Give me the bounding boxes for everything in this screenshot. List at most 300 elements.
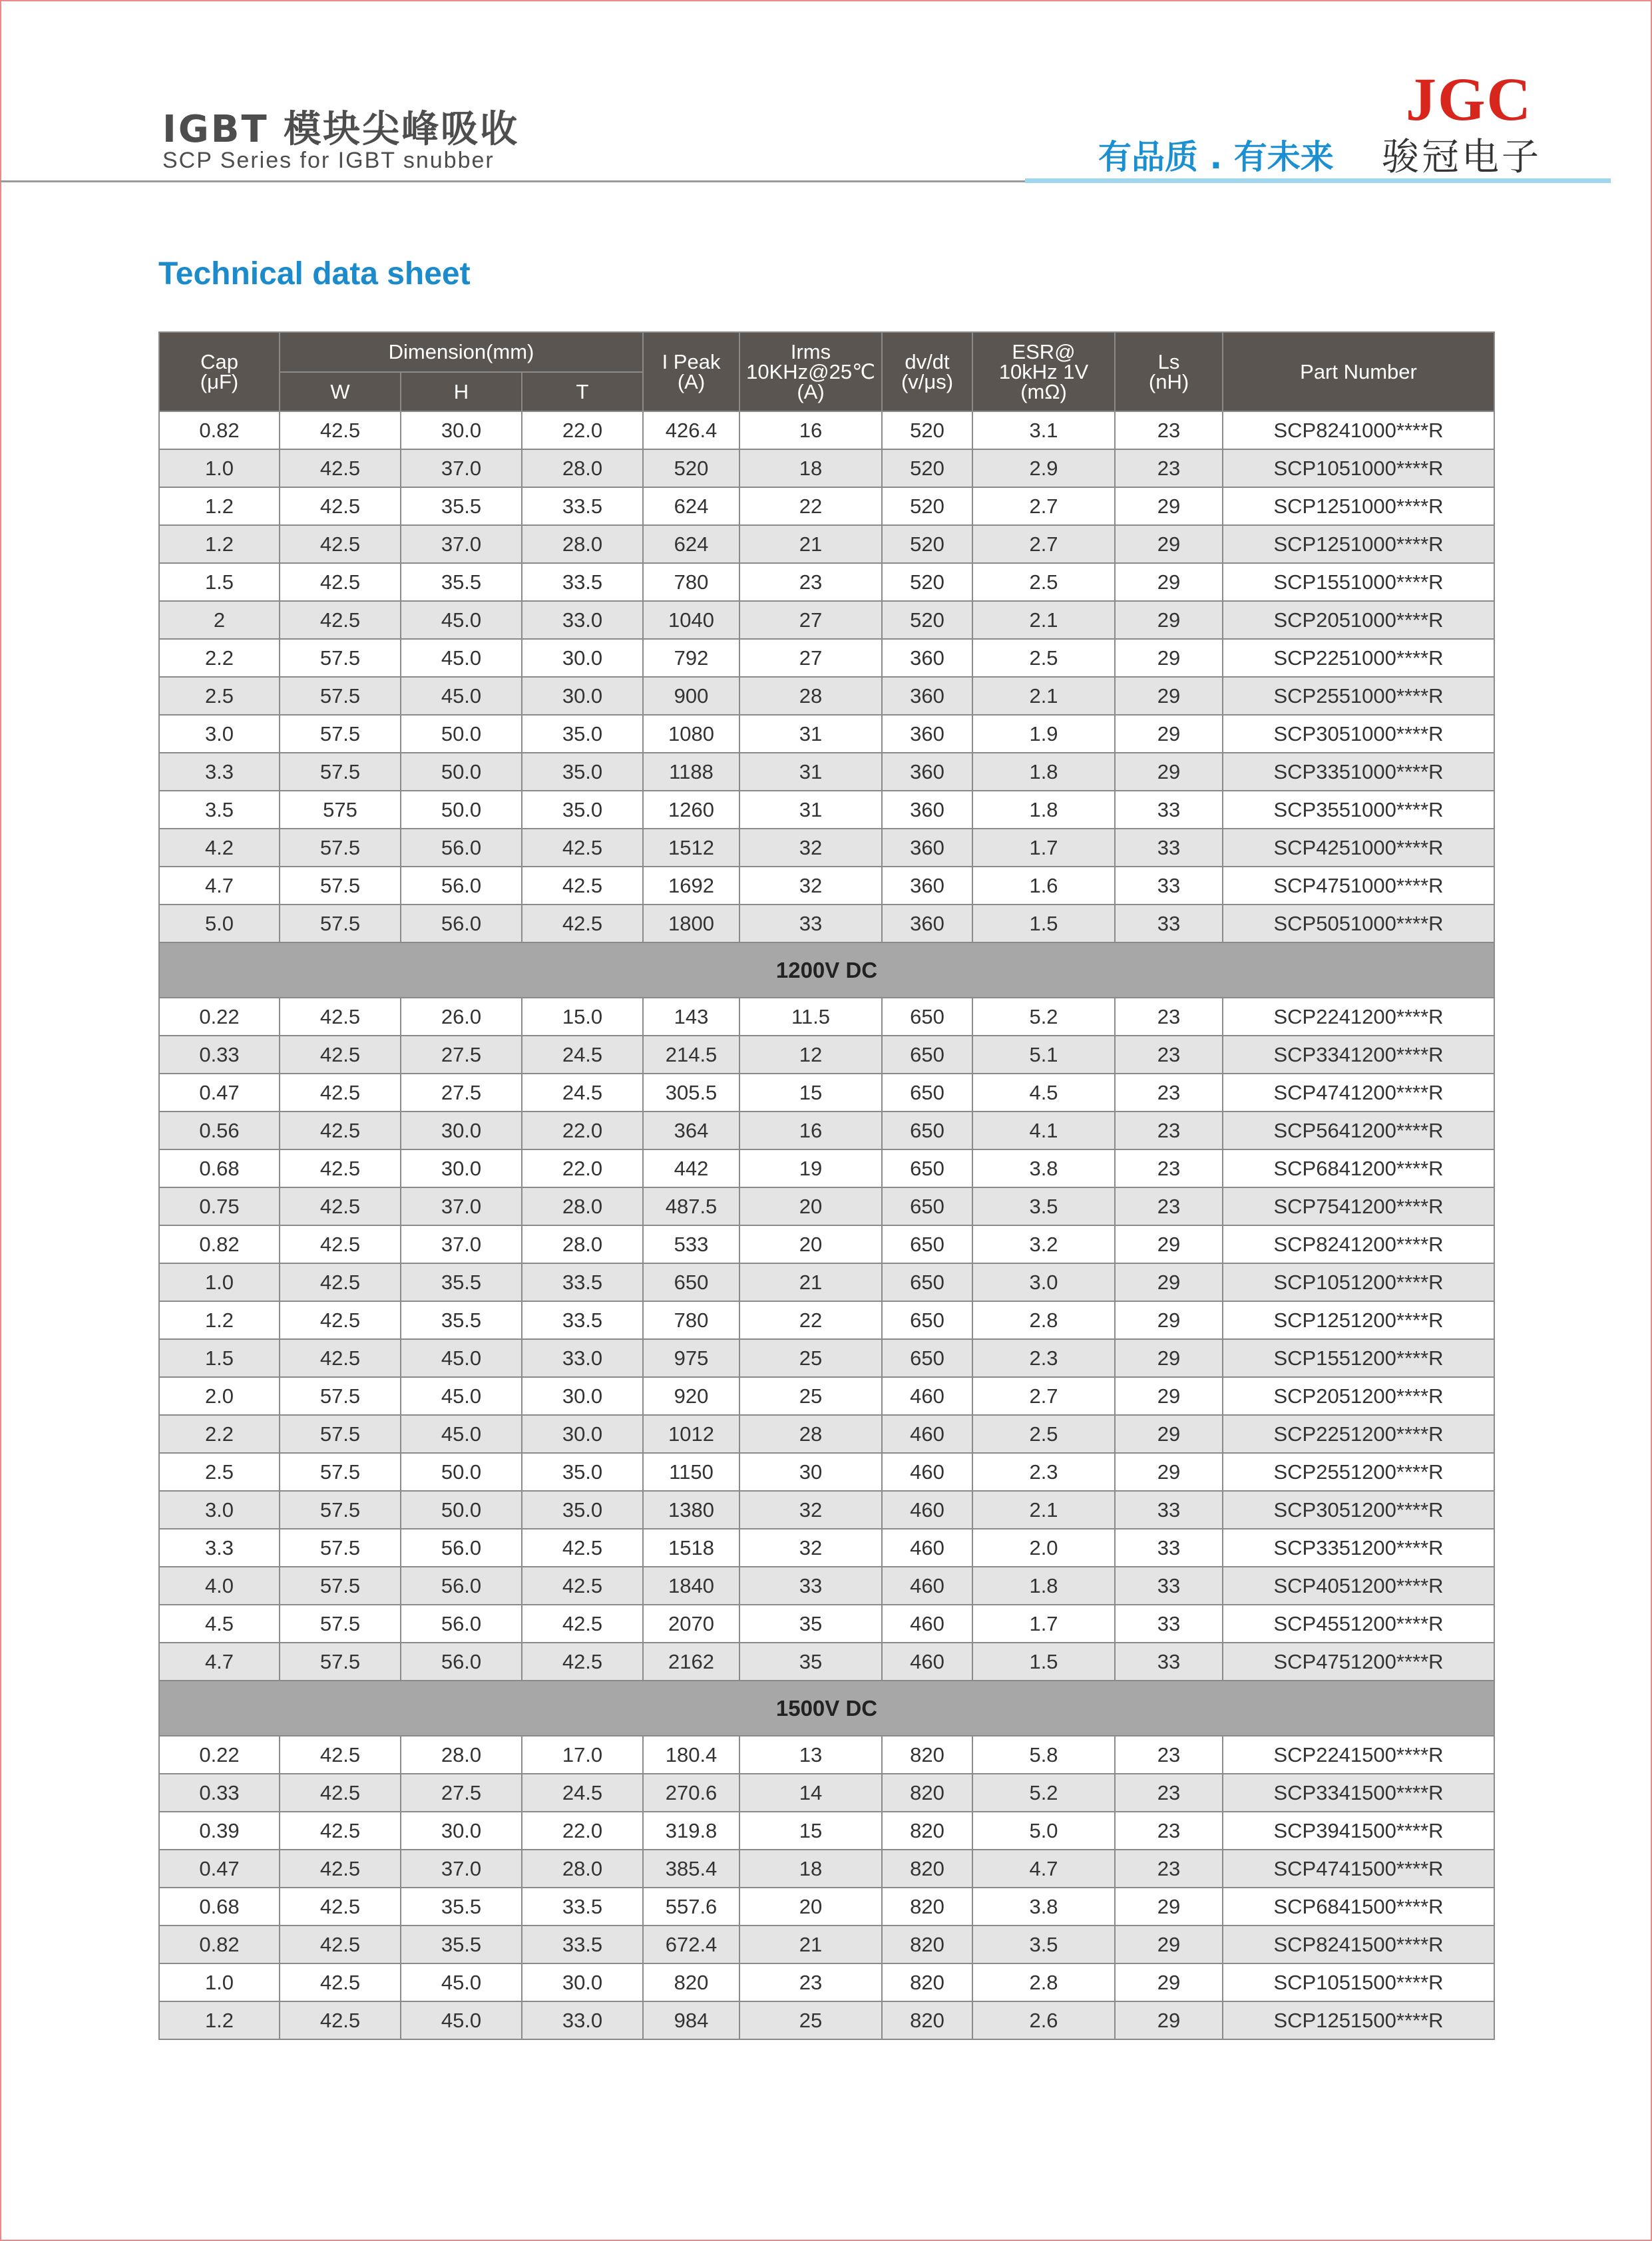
cell-t: 33.5 [522, 1263, 643, 1301]
cell-esr: 2.3 [972, 1453, 1115, 1491]
cell-ls: 23 [1115, 1850, 1223, 1888]
cell-esr: 5.0 [972, 1812, 1115, 1850]
cell-part-number: SCP4751200****R [1223, 1643, 1494, 1681]
header-part-number: Part Number [1223, 332, 1494, 411]
header-ipeak-line1: I Peak [662, 349, 721, 373]
cell-w: 57.5 [280, 1643, 401, 1681]
cell-part-number: SCP4751000****R [1223, 867, 1494, 905]
cell-ipeak: 624 [643, 487, 739, 525]
cell-esr: 2.7 [972, 525, 1115, 563]
cell-irms: 19 [739, 1149, 882, 1187]
cell-dvdt: 360 [882, 867, 972, 905]
cell-ipeak: 780 [643, 1301, 739, 1339]
table-row [159, 1263, 1494, 1301]
cell-ipeak: 984 [643, 2001, 739, 2039]
table-row [159, 1963, 1494, 2001]
cell-t: 42.5 [522, 867, 643, 905]
cell-t: 24.5 [522, 1036, 643, 1074]
cell-cap: 0.82 [159, 1225, 280, 1263]
cell-dvdt: 520 [882, 487, 972, 525]
cell-irms: 31 [739, 791, 882, 829]
cell-t: 30.0 [522, 1963, 643, 2001]
table-row [159, 753, 1494, 791]
cell-part-number: SCP2251200****R [1223, 1415, 1494, 1453]
cell-part-number: SCP1551000****R [1223, 563, 1494, 601]
cell-irms: 18 [739, 449, 882, 487]
cell-esr: 1.5 [972, 905, 1115, 942]
table-row [159, 639, 1494, 677]
cell-part-number: SCP2241500****R [1223, 1736, 1494, 1774]
cell-ls: 29 [1115, 1888, 1223, 1926]
cell-t: 22.0 [522, 1112, 643, 1149]
cell-ls: 29 [1115, 1453, 1223, 1491]
cell-w: 42.5 [280, 1339, 401, 1377]
cell-cap: 4.2 [159, 829, 280, 867]
cell-dvdt: 650 [882, 1263, 972, 1301]
cell-part-number: SCP3051200****R [1223, 1491, 1494, 1529]
cell-irms: 11.5 [739, 998, 882, 1036]
cell-t: 30.0 [522, 1377, 643, 1415]
cell-h: 37.0 [401, 449, 522, 487]
cell-dvdt: 820 [882, 1963, 972, 2001]
cell-ls: 29 [1115, 1415, 1223, 1453]
cell-irms: 21 [739, 1263, 882, 1301]
cell-irms: 13 [739, 1736, 882, 1774]
cell-part-number: SCP3051000****R [1223, 715, 1494, 753]
table-row [159, 1415, 1494, 1453]
cell-esr: 5.1 [972, 1036, 1115, 1074]
cell-ls: 23 [1115, 449, 1223, 487]
cell-dvdt: 360 [882, 753, 972, 791]
cell-dvdt: 650 [882, 998, 972, 1036]
cell-ipeak: 1380 [643, 1491, 739, 1529]
cell-cap: 2.5 [159, 1453, 280, 1491]
cell-cap: 2.2 [159, 639, 280, 677]
cell-t: 42.5 [522, 1529, 643, 1567]
cell-cap: 1.0 [159, 449, 280, 487]
cell-dvdt: 820 [882, 1736, 972, 1774]
cell-ipeak: 2162 [643, 1643, 739, 1681]
header-irms-line3: (A) [797, 379, 825, 403]
cell-h: 45.0 [401, 1963, 522, 2001]
header-title-en: SCP Series for IGBT snubber [162, 148, 495, 173]
brand-slogan: 有品质 . 有未来 [1098, 138, 1334, 176]
cell-ipeak: 533 [643, 1225, 739, 1263]
header-cap-line1: Cap [200, 349, 238, 373]
cell-ipeak: 792 [643, 639, 739, 677]
table-row [159, 525, 1494, 563]
header-ipeak-line2: (A) [677, 369, 706, 393]
cell-esr: 1.5 [972, 1643, 1115, 1681]
cell-part-number: SCP6841200****R [1223, 1149, 1494, 1187]
cell-ls: 23 [1115, 411, 1223, 449]
cell-esr: 3.2 [972, 1225, 1115, 1263]
header-w: W [280, 372, 401, 411]
cell-cap: 0.33 [159, 1036, 280, 1074]
cell-esr: 1.6 [972, 867, 1115, 905]
cell-irms: 27 [739, 639, 882, 677]
cell-irms: 16 [739, 1112, 882, 1149]
cell-ls: 33 [1115, 1605, 1223, 1643]
cell-h: 45.0 [401, 1339, 522, 1377]
cell-part-number: SCP2241200****R [1223, 998, 1494, 1036]
cell-w: 57.5 [280, 1605, 401, 1643]
cell-t: 28.0 [522, 449, 643, 487]
cell-ls: 29 [1115, 601, 1223, 639]
cell-esr: 3.8 [972, 1149, 1115, 1187]
cell-w: 575 [280, 791, 401, 829]
cell-part-number: SCP1051200****R [1223, 1263, 1494, 1301]
table-row [159, 677, 1494, 715]
cell-h: 50.0 [401, 791, 522, 829]
cell-dvdt: 650 [882, 1339, 972, 1377]
cell-dvdt: 650 [882, 1187, 972, 1225]
cell-ipeak: 900 [643, 677, 739, 715]
cell-w: 57.5 [280, 1415, 401, 1453]
cell-ipeak: 426.4 [643, 411, 739, 449]
cell-esr: 4.5 [972, 1074, 1115, 1112]
cell-w: 42.5 [280, 2001, 401, 2039]
cell-w: 42.5 [280, 1926, 401, 1963]
cell-w: 42.5 [280, 1074, 401, 1112]
cell-h: 45.0 [401, 1377, 522, 1415]
cell-part-number: SCP4051200****R [1223, 1567, 1494, 1605]
cell-w: 42.5 [280, 1850, 401, 1888]
cell-part-number: SCP2551000****R [1223, 677, 1494, 715]
cell-ipeak: 143 [643, 998, 739, 1036]
cell-cap: 0.82 [159, 1926, 280, 1963]
cell-w: 42.5 [280, 1812, 401, 1850]
cell-dvdt: 820 [882, 1850, 972, 1888]
cell-part-number: SCP1051500****R [1223, 1963, 1494, 2001]
cell-esr: 2.8 [972, 1963, 1115, 2001]
table-row [159, 1112, 1494, 1149]
table-row [159, 1036, 1494, 1074]
cell-h: 37.0 [401, 1187, 522, 1225]
table-row [159, 1301, 1494, 1339]
cell-h: 26.0 [401, 998, 522, 1036]
cell-w: 42.5 [280, 1888, 401, 1926]
table-row [159, 867, 1494, 905]
cell-t: 35.0 [522, 1491, 643, 1529]
voltage-section-label: 1200V DC [159, 942, 1494, 998]
cell-irms: 33 [739, 905, 882, 942]
cell-h: 35.5 [401, 487, 522, 525]
cell-t: 33.0 [522, 601, 643, 639]
cell-esr: 4.7 [972, 1850, 1115, 1888]
table-row [159, 1605, 1494, 1643]
cell-w: 57.5 [280, 677, 401, 715]
cell-ls: 29 [1115, 1339, 1223, 1377]
cell-dvdt: 820 [882, 1888, 972, 1926]
cell-cap: 3.3 [159, 753, 280, 791]
cell-w: 42.5 [280, 1112, 401, 1149]
cell-ls: 33 [1115, 905, 1223, 942]
cell-irms: 32 [739, 1529, 882, 1567]
cell-part-number: SCP2051200****R [1223, 1377, 1494, 1415]
cell-h: 50.0 [401, 715, 522, 753]
brand-logo: JGC [1406, 65, 1532, 133]
cell-w: 42.5 [280, 487, 401, 525]
cell-ipeak: 1692 [643, 867, 739, 905]
cell-h: 56.0 [401, 1605, 522, 1643]
cell-irms: 30 [739, 1453, 882, 1491]
cell-t: 33.5 [522, 1888, 643, 1926]
cell-w: 42.5 [280, 601, 401, 639]
cell-t: 33.0 [522, 2001, 643, 2039]
cell-dvdt: 820 [882, 1812, 972, 1850]
cell-ipeak: 1012 [643, 1415, 739, 1453]
cell-h: 56.0 [401, 829, 522, 867]
cell-ls: 33 [1115, 829, 1223, 867]
cell-ipeak: 557.6 [643, 1888, 739, 1926]
cell-dvdt: 520 [882, 525, 972, 563]
cell-part-number: SCP3351000****R [1223, 753, 1494, 791]
cell-ls: 33 [1115, 791, 1223, 829]
cell-esr: 1.9 [972, 715, 1115, 753]
table-row [159, 791, 1494, 829]
cell-cap: 0.68 [159, 1888, 280, 1926]
cell-esr: 2.7 [972, 1377, 1115, 1415]
cell-cap: 1.0 [159, 1963, 280, 2001]
table-row [159, 1850, 1494, 1888]
cell-dvdt: 460 [882, 1643, 972, 1681]
table-row [159, 1149, 1494, 1187]
cell-ls: 29 [1115, 525, 1223, 563]
cell-w: 57.5 [280, 905, 401, 942]
cell-h: 45.0 [401, 677, 522, 715]
table-row [159, 601, 1494, 639]
table-row [159, 2001, 1494, 2039]
cell-irms: 31 [739, 753, 882, 791]
cell-irms: 28 [739, 1415, 882, 1453]
cell-part-number: SCP1251500****R [1223, 2001, 1494, 2039]
cell-h: 30.0 [401, 411, 522, 449]
cell-ls: 29 [1115, 1225, 1223, 1263]
cell-ipeak: 487.5 [643, 1187, 739, 1225]
cell-w: 57.5 [280, 639, 401, 677]
cell-dvdt: 460 [882, 1529, 972, 1567]
cell-ipeak: 180.4 [643, 1736, 739, 1774]
cell-cap: 1.2 [159, 525, 280, 563]
cell-cap: 2 [159, 601, 280, 639]
cell-h: 37.0 [401, 1850, 522, 1888]
cell-dvdt: 820 [882, 2001, 972, 2039]
cell-ipeak: 2070 [643, 1605, 739, 1643]
cell-esr: 3.5 [972, 1926, 1115, 1963]
section-title: Technical data sheet [158, 256, 471, 292]
cell-w: 57.5 [280, 715, 401, 753]
table-row [159, 1377, 1494, 1415]
table-row [159, 1812, 1494, 1850]
cell-t: 30.0 [522, 1415, 643, 1453]
cell-w: 42.5 [280, 1036, 401, 1074]
cell-cap: 0.33 [159, 1774, 280, 1812]
cell-cap: 0.56 [159, 1112, 280, 1149]
cell-h: 27.5 [401, 1036, 522, 1074]
header-ls-line1: Ls [1157, 349, 1180, 373]
cell-ipeak: 820 [643, 1963, 739, 2001]
header-divider-gray [0, 180, 1025, 182]
cell-w: 42.5 [280, 1774, 401, 1812]
cell-irms: 35 [739, 1605, 882, 1643]
cell-t: 24.5 [522, 1774, 643, 1812]
cell-ipeak: 520 [643, 449, 739, 487]
cell-h: 27.5 [401, 1074, 522, 1112]
cell-dvdt: 460 [882, 1377, 972, 1415]
cell-dvdt: 820 [882, 1774, 972, 1812]
cell-h: 37.0 [401, 1225, 522, 1263]
voltage-section-row [159, 942, 1494, 998]
cell-ls: 33 [1115, 867, 1223, 905]
cell-dvdt: 460 [882, 1491, 972, 1529]
cell-part-number: SCP2251000****R [1223, 639, 1494, 677]
cell-ipeak: 1512 [643, 829, 739, 867]
cell-ipeak: 672.4 [643, 1926, 739, 1963]
cell-esr: 2.5 [972, 563, 1115, 601]
cell-t: 22.0 [522, 411, 643, 449]
cell-cap: 1.5 [159, 1339, 280, 1377]
cell-cap: 1.2 [159, 487, 280, 525]
table-row [159, 1926, 1494, 1963]
cell-irms: 20 [739, 1225, 882, 1263]
cell-w: 57.5 [280, 753, 401, 791]
cell-esr: 2.6 [972, 2001, 1115, 2039]
cell-esr: 1.8 [972, 791, 1115, 829]
table-row [159, 411, 1494, 449]
cell-t: 30.0 [522, 677, 643, 715]
cell-dvdt: 520 [882, 563, 972, 601]
cell-cap: 0.22 [159, 1736, 280, 1774]
cell-t: 17.0 [522, 1736, 643, 1774]
cell-irms: 25 [739, 2001, 882, 2039]
cell-h: 27.5 [401, 1774, 522, 1812]
table-row [159, 1888, 1494, 1926]
cell-irms: 15 [739, 1074, 882, 1112]
cell-ls: 23 [1115, 1149, 1223, 1187]
cell-ipeak: 305.5 [643, 1074, 739, 1112]
cell-ls: 23 [1115, 1736, 1223, 1774]
cell-t: 33.5 [522, 1926, 643, 1963]
table-row [159, 1187, 1494, 1225]
header-dvdt-line2: (v/μs) [901, 369, 954, 393]
cell-dvdt: 460 [882, 1415, 972, 1453]
cell-esr: 5.8 [972, 1736, 1115, 1774]
header-ls-line2: (nH) [1148, 369, 1189, 393]
cell-t: 22.0 [522, 1149, 643, 1187]
cell-ipeak: 385.4 [643, 1850, 739, 1888]
cell-cap: 4.7 [159, 1643, 280, 1681]
table-row [159, 1453, 1494, 1491]
cell-h: 50.0 [401, 1491, 522, 1529]
cell-t: 33.5 [522, 1301, 643, 1339]
cell-ipeak: 319.8 [643, 1812, 739, 1850]
cell-part-number: SCP3341200****R [1223, 1036, 1494, 1074]
cell-cap: 3.5 [159, 791, 280, 829]
voltage-section-row [159, 1681, 1494, 1736]
cell-dvdt: 460 [882, 1605, 972, 1643]
cell-w: 42.5 [280, 1187, 401, 1225]
cell-t: 35.0 [522, 791, 643, 829]
cell-cap: 3.0 [159, 715, 280, 753]
cell-ipeak: 1800 [643, 905, 739, 942]
cell-dvdt: 460 [882, 1567, 972, 1605]
cell-t: 42.5 [522, 1643, 643, 1681]
cell-part-number: SCP1051000****R [1223, 449, 1494, 487]
cell-t: 22.0 [522, 1812, 643, 1850]
cell-ipeak: 780 [643, 563, 739, 601]
cell-t: 42.5 [522, 905, 643, 942]
header-dimension: Dimension(mm) [280, 332, 643, 372]
cell-w: 42.5 [280, 1736, 401, 1774]
cell-esr: 2.1 [972, 1491, 1115, 1529]
cell-irms: 21 [739, 1926, 882, 1963]
cell-h: 45.0 [401, 2001, 522, 2039]
cell-w: 57.5 [280, 867, 401, 905]
cell-ls: 29 [1115, 1301, 1223, 1339]
cell-irms: 21 [739, 525, 882, 563]
table-row [159, 1643, 1494, 1681]
table-row [159, 1074, 1494, 1112]
company-name: 骏冠电子 [1382, 136, 1542, 179]
technical-data-table [158, 331, 1495, 2040]
cell-h: 56.0 [401, 1567, 522, 1605]
cell-ls: 29 [1115, 677, 1223, 715]
cell-dvdt: 360 [882, 639, 972, 677]
cell-h: 37.0 [401, 525, 522, 563]
cell-cap: 0.47 [159, 1850, 280, 1888]
header-esr-line3: (mΩ) [1020, 379, 1067, 403]
table-row [159, 1567, 1494, 1605]
cell-ipeak: 920 [643, 1377, 739, 1415]
cell-cap: 2.2 [159, 1415, 280, 1453]
header-esr-line1: ESR@ [1012, 339, 1076, 363]
cell-ipeak: 624 [643, 525, 739, 563]
cell-irms: 15 [739, 1812, 882, 1850]
cell-esr: 1.7 [972, 829, 1115, 867]
cell-cap: 0.82 [159, 411, 280, 449]
header-ipeak [643, 332, 739, 411]
cell-esr: 2.5 [972, 1415, 1115, 1453]
cell-t: 28.0 [522, 1225, 643, 1263]
cell-cap: 5.0 [159, 905, 280, 942]
cell-dvdt: 520 [882, 411, 972, 449]
cell-dvdt: 650 [882, 1149, 972, 1187]
cell-ipeak: 1188 [643, 753, 739, 791]
cell-irms: 16 [739, 411, 882, 449]
cell-part-number: SCP4251000****R [1223, 829, 1494, 867]
cell-cap: 1.0 [159, 1263, 280, 1301]
table-row [159, 1225, 1494, 1263]
cell-t: 42.5 [522, 829, 643, 867]
cell-part-number: SCP4741200****R [1223, 1074, 1494, 1112]
cell-esr: 2.1 [972, 677, 1115, 715]
cell-ipeak: 1040 [643, 601, 739, 639]
cell-irms: 12 [739, 1036, 882, 1074]
cell-h: 35.5 [401, 1301, 522, 1339]
cell-ipeak: 214.5 [643, 1036, 739, 1074]
cell-w: 57.5 [280, 1529, 401, 1567]
cell-dvdt: 520 [882, 601, 972, 639]
cell-ipeak: 650 [643, 1263, 739, 1301]
table-row [159, 1736, 1494, 1774]
cell-part-number: SCP8241500****R [1223, 1926, 1494, 1963]
cell-t: 42.5 [522, 1567, 643, 1605]
cell-esr: 2.8 [972, 1301, 1115, 1339]
cell-ls: 29 [1115, 753, 1223, 791]
cell-part-number: SCP4551200****R [1223, 1605, 1494, 1643]
cell-dvdt: 820 [882, 1926, 972, 1963]
